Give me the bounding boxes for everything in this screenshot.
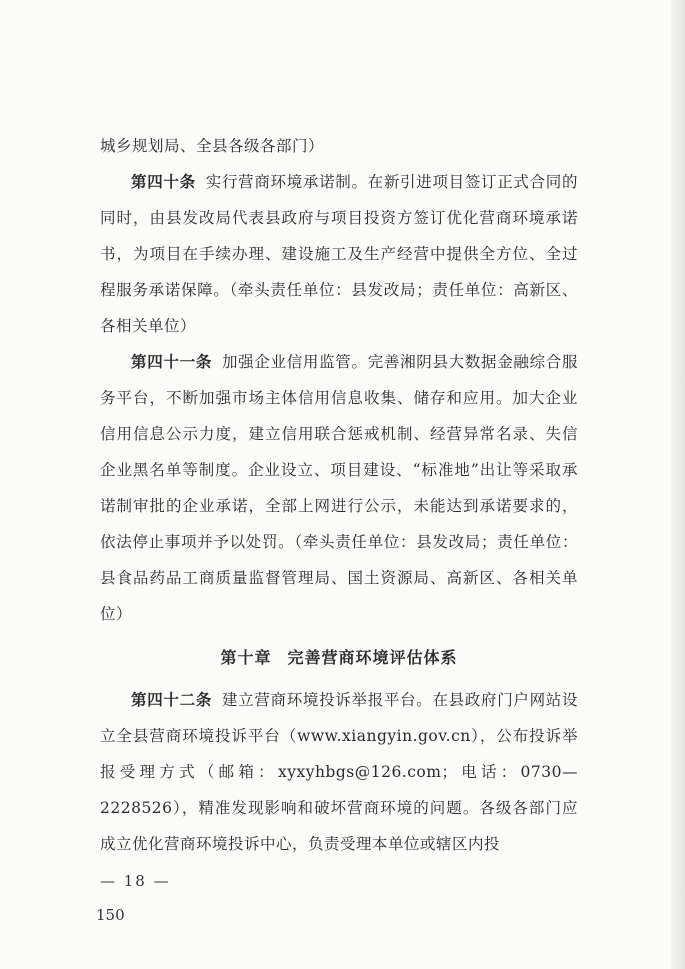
article-41-text: 加强企业信用监管。完善湘阴县大数据金融综合服务平台，不断加强市场主体信用信息收集、储存和应用。加大企业信用信息公示力度，建立信用联合惩戒机制、经营异常名录、失信企业黑名单等制度。企业设立、项目建设、“标准地”出让等采取承诺制审批的企业承诺，全部上网进行公示，未能达到承诺要求的，依法停止事项并予以处罚。（牵头责任单位：县发改局；责任单位：县食品药品工商质量监督管理局、国土资源局、高新区、各相关单位） bbox=[100, 353, 578, 623]
chapter-title: 完善营商环境评估体系 bbox=[287, 648, 458, 667]
article-40 bbox=[100, 164, 578, 344]
article-40-text: 实行营商环境承诺制。在新引进项目签订正式合同的同时，由县发改局代表县政府与项目投资方签订优化营商环境承诺书，为项目在手续办理、建设施工及生产经营中提供全方位、全过程服务承诺保障。（牵头责任单位：县发改局；责任单位：高新区、各相关单位） bbox=[100, 173, 578, 335]
article-41 bbox=[100, 344, 578, 632]
page-edge-shadow bbox=[671, 0, 685, 969]
chapter-heading bbox=[100, 640, 578, 676]
article-40-number: 第四十条 bbox=[131, 172, 196, 191]
paragraph-continuation: 城乡规划局、全县各级各部门） bbox=[100, 137, 325, 155]
stamp-number: 150 bbox=[96, 906, 125, 924]
article-42-number: 第四十二条 bbox=[131, 690, 212, 709]
page-number: — 18 — bbox=[100, 872, 171, 890]
article-42-text: 建立营商环境投诉举报平台。在县政府门户网站设立全县营商环境投诉平台（www.xiangyin.gov.cn），公布投诉举报受理方式（邮箱：xyxyhbgs@126.com；电话：0730—2228526），精准发现影响和破坏营商环境的问题。各级各部门应成立优化营商环境投诉中心，负责受理本单位或辖区内投 bbox=[100, 691, 578, 853]
article-41-number: 第四十一条 bbox=[131, 352, 212, 371]
article-42 bbox=[100, 682, 578, 862]
document-body bbox=[100, 128, 578, 862]
chapter-number: 第十章 bbox=[220, 648, 272, 667]
